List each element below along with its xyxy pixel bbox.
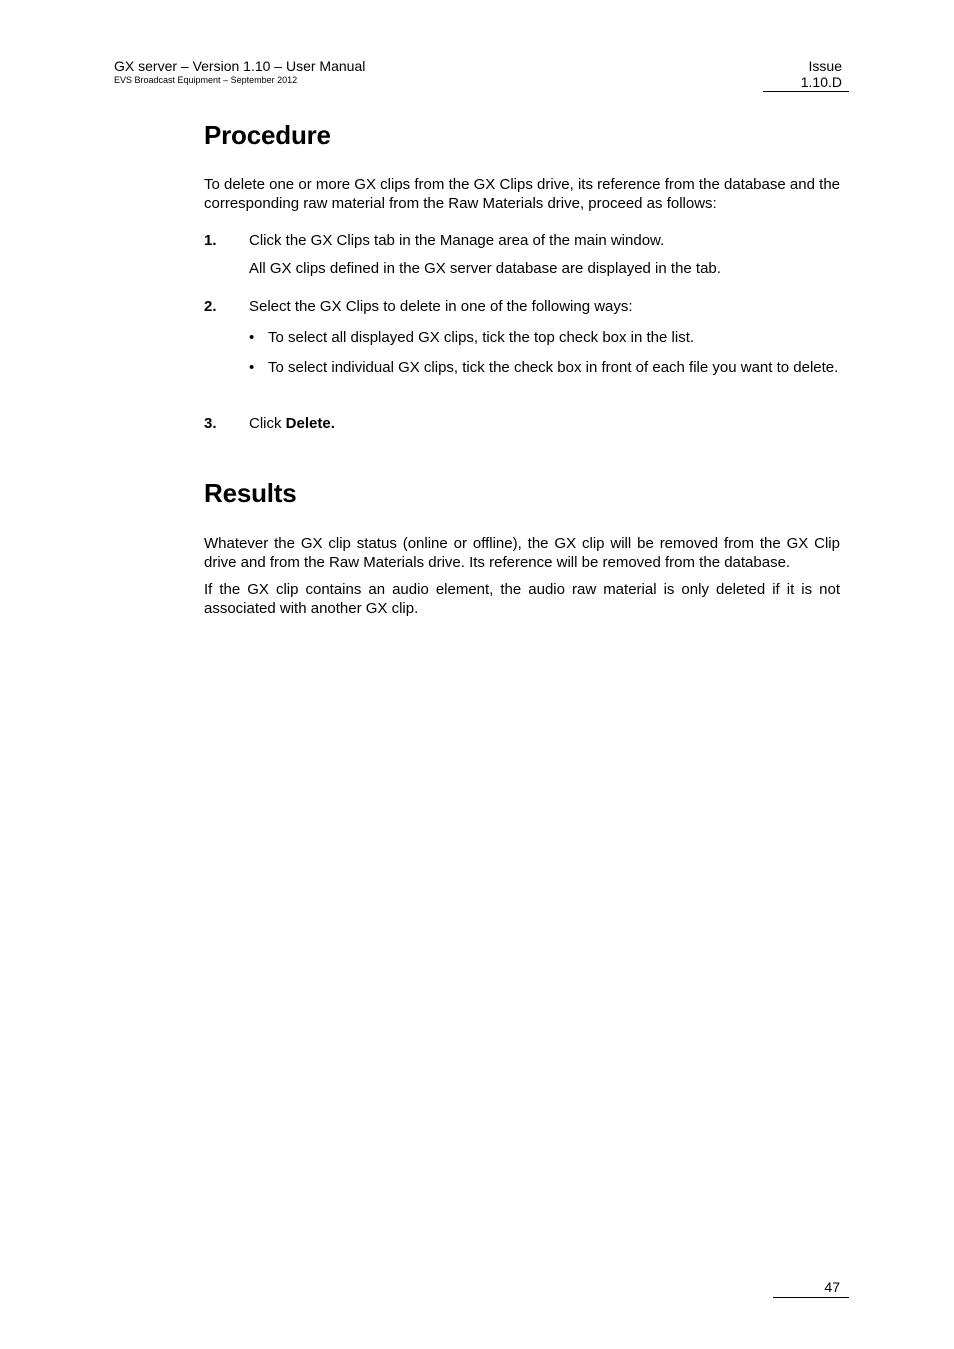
procedure-heading: Procedure	[204, 120, 331, 150]
header-rule	[763, 91, 849, 92]
results-heading: Results	[204, 478, 297, 508]
bullet-text: To select individual GX clips, tick the check box in front of each file you want to delete.	[268, 359, 839, 376]
document-title: GX server – Version 1.10 – User Manual	[114, 58, 366, 74]
results-paragraph-1: Whatever the GX clip status (online or offline), the GX clip will be removed from the GX Clip drive and from the Raw Materials drive. Its reference will be removed from the database.	[204, 535, 840, 571]
bullet-icon: •	[249, 329, 255, 346]
procedure-intro: To delete one or more GX clips from the GX Clips drive, its reference from the database and the corresponding raw material from the Raw Materials drive, proceed as follows:	[204, 176, 840, 212]
results-paragraph-2: If the GX clip contains an audio element, the audio raw material is only deleted if it is not associated with another GX clip.	[204, 581, 840, 617]
step-text: Select the GX Clips to delete in one of the following ways:	[249, 298, 633, 315]
step-note: All GX clips defined in the GX server database are displayed in the tab.	[249, 260, 721, 277]
step-text: Click the GX Clips tab in the Manage area of the main window.	[249, 232, 665, 249]
delete-command: Delete.	[285, 415, 335, 432]
footer-rule	[773, 1297, 849, 1298]
step-text	[249, 415, 840, 434]
page-number: 47	[824, 1279, 840, 1295]
issue-value: 1.10.D	[800, 74, 842, 90]
step-number: 2.	[204, 298, 217, 315]
step-number: 3.	[204, 415, 217, 432]
bullet-icon: •	[249, 359, 255, 376]
step-text-prefix: Click	[249, 415, 286, 432]
header-left	[114, 58, 365, 86]
header-right	[762, 58, 848, 90]
document-subtitle: EVS Broadcast Equipment – September 2012	[114, 75, 298, 85]
procedure-intro-block	[204, 176, 840, 213]
bullet-text: To select all displayed GX clips, tick the top check box in the list.	[268, 329, 695, 346]
step-number: 1.	[204, 232, 217, 249]
issue-label: Issue	[808, 58, 842, 74]
results-body	[204, 535, 840, 618]
